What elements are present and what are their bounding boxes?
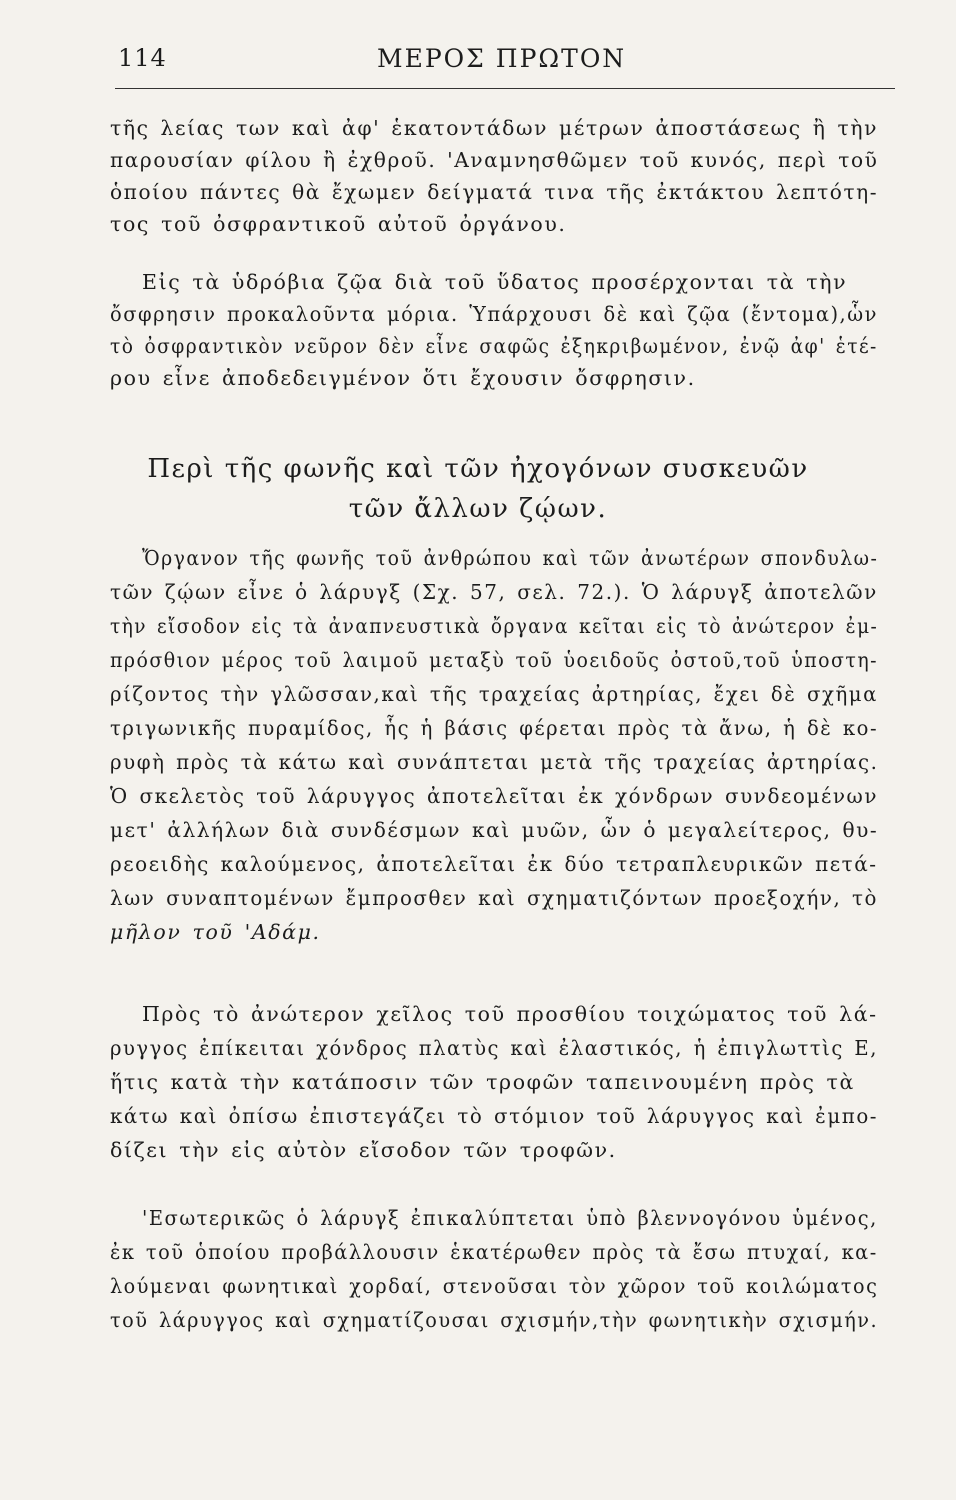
text-line: ρυφὴ πρὸς τὰ κάτω καὶ συνάπτεται μετὰ τῆς τραχείας ἀρτηρίας. [110, 750, 879, 774]
text-line: κάτω καὶ ὀπίσω ἐπιστεγάζει τὸ στόμιον τοῦ λάρυγγος καὶ ἐμπο- [110, 1104, 879, 1128]
text-line: τῆς λείας των καὶ ἀφ' ἑκατοντάδων μέτρων ἀποστάσεως ἢ τὴν [110, 116, 879, 140]
text-line: ὁποίου πάντες θὰ ἔχωμεν δείγματά τινα τῆς ἐκτάκτου λεπτότη- [110, 180, 879, 204]
text-line: ρίζοντος τὴν γλῶσσαν,καὶ τῆς τραχείας ἀρτηρίας, ἔχει δὲ σχῆμα [110, 682, 878, 706]
text-line: τὸ ὀσφραντικὸν νεῦρον δὲν εἶνε σαφῶς ἐξηκριβωμένον, ἐνῷ ἀφ' ἑτέ- [110, 334, 878, 358]
text-line: Εἰς τὰ ὑδρόβια ζῷα διὰ τοῦ ὕδατος προσέρχονται τὰ τὴν [142, 270, 848, 294]
text-line: τῶν ζῴων εἶνε ὁ λάρυγξ (Σχ. 57, σελ. 72.). Ὁ λάρυγξ ἀποτελῶν [110, 580, 878, 604]
text-line: παρουσίαν φίλου ἢ ἐχθροῦ. 'Αναμνησθῶμεν τοῦ κυνός, περὶ τοῦ [110, 148, 879, 172]
text-line: Ὄργανον τῆς φωνῆς τοῦ ἀνθρώπου καὶ τῶν ἀνωτέρων σπονδυλω- [142, 546, 879, 570]
text-line: πρόσθιον μέρος τοῦ λαιμοῦ μεταξὺ τοῦ ὑοειδοῦς ὀστοῦ,τοῦ ὑποστη- [110, 648, 879, 672]
text-line: ρεοειδὴς καλούμενος, ἀποτελεῖται ἐκ δύο τετραπλευρικῶν πετά- [110, 852, 878, 876]
running-head: ΜΕΡΟΣ ΠΡΩΤΟΝ [377, 44, 627, 73]
text-line: δίζει τὴν εἰς αὐτὸν εἴσοδον τῶν τροφῶν. [110, 1138, 617, 1162]
page-header [115, 44, 895, 89]
text-line: ρου εἶνε ἀποδεδειγμένον ὅτι ἔχουσιν ὄσφρησιν. [110, 366, 696, 390]
text-line: τοῦ λάρυγγος καὶ σχηματίζουσαι σχισμήν,τὴν φωνητικὴν σχισμήν. [110, 1308, 879, 1332]
text-line: τὴν εἴσοδον εἰς τὰ ἀναπνευστικὰ ὄργανα κεῖται εἰς τὸ ἀνώτερον ἐμ- [110, 614, 879, 638]
text-line: τριγωνικῆς πυραμίδος, ἧς ἡ βάσις φέρεται πρὸς τὰ ἄνω, ἡ δὲ κο- [110, 716, 879, 740]
text-line: ἥτις κατὰ τὴν κατάποσιν τῶν τροφῶν ταπεινουμένη πρὸς τὰ [110, 1070, 855, 1094]
text-line: Πρὸς τὸ ἀνώτερον χεῖλος τοῦ προσθίου τοιχώματος τοῦ λά- [142, 1002, 878, 1026]
text-line: ρυγγος ἐπίκειται χόνδρος πλατὺς καὶ ἐλαστικός, ἡ ἐπιγλωττὶς Ε, [110, 1036, 878, 1060]
text-line: 'Εσωτερικῶς ὁ λάρυγξ ἐπικαλύπτεται ὑπὸ βλεννογόνου ὑμένος, [142, 1206, 878, 1230]
page-number: 114 [118, 44, 167, 72]
text-line: λούμεναι φωνητικαὶ χορδαί, στενοῦσαι τὸν χῶρον τοῦ κοιλώματος [110, 1274, 879, 1298]
text-line: ἐκ τοῦ ὁποίου προβάλλουσιν ἑκατέρωθεν πρὸς τὰ ἔσω πτυχαί, κα- [110, 1240, 878, 1264]
text-line: τος τοῦ ὀσφραντικοῦ αὐτοῦ ὀργάνου. [110, 212, 567, 236]
section-title-line-2: τῶν ἄλλων ζῴων. [348, 494, 608, 524]
text-line: μῆλον τοῦ 'Αδάμ. [110, 920, 321, 944]
text-line: λων συναπτομένων ἔμπροσθεν καὶ σχηματιζόντων προεξοχήν, τὸ [110, 886, 879, 910]
text-line: Ὁ σκελετὸς τοῦ λάρυγγος ἀποτελεῖται ἐκ χόνδρων συνδεομένων [110, 784, 879, 808]
text-line: ὄσφρησιν προκαλοῦντα μόρια. Ὑπάρχουσι δὲ καὶ ζῷα (ἔντομα),ὧν [110, 302, 878, 326]
text-line: μετ' ἀλλήλων διὰ συνδέσμων καὶ μυῶν, ὧν ὁ μεγαλείτερος, θυ- [110, 818, 879, 842]
section-title-line-1: Περὶ τῆς φωνῆς καὶ τῶν ἠχογόνων συσκευῶν [147, 454, 809, 484]
